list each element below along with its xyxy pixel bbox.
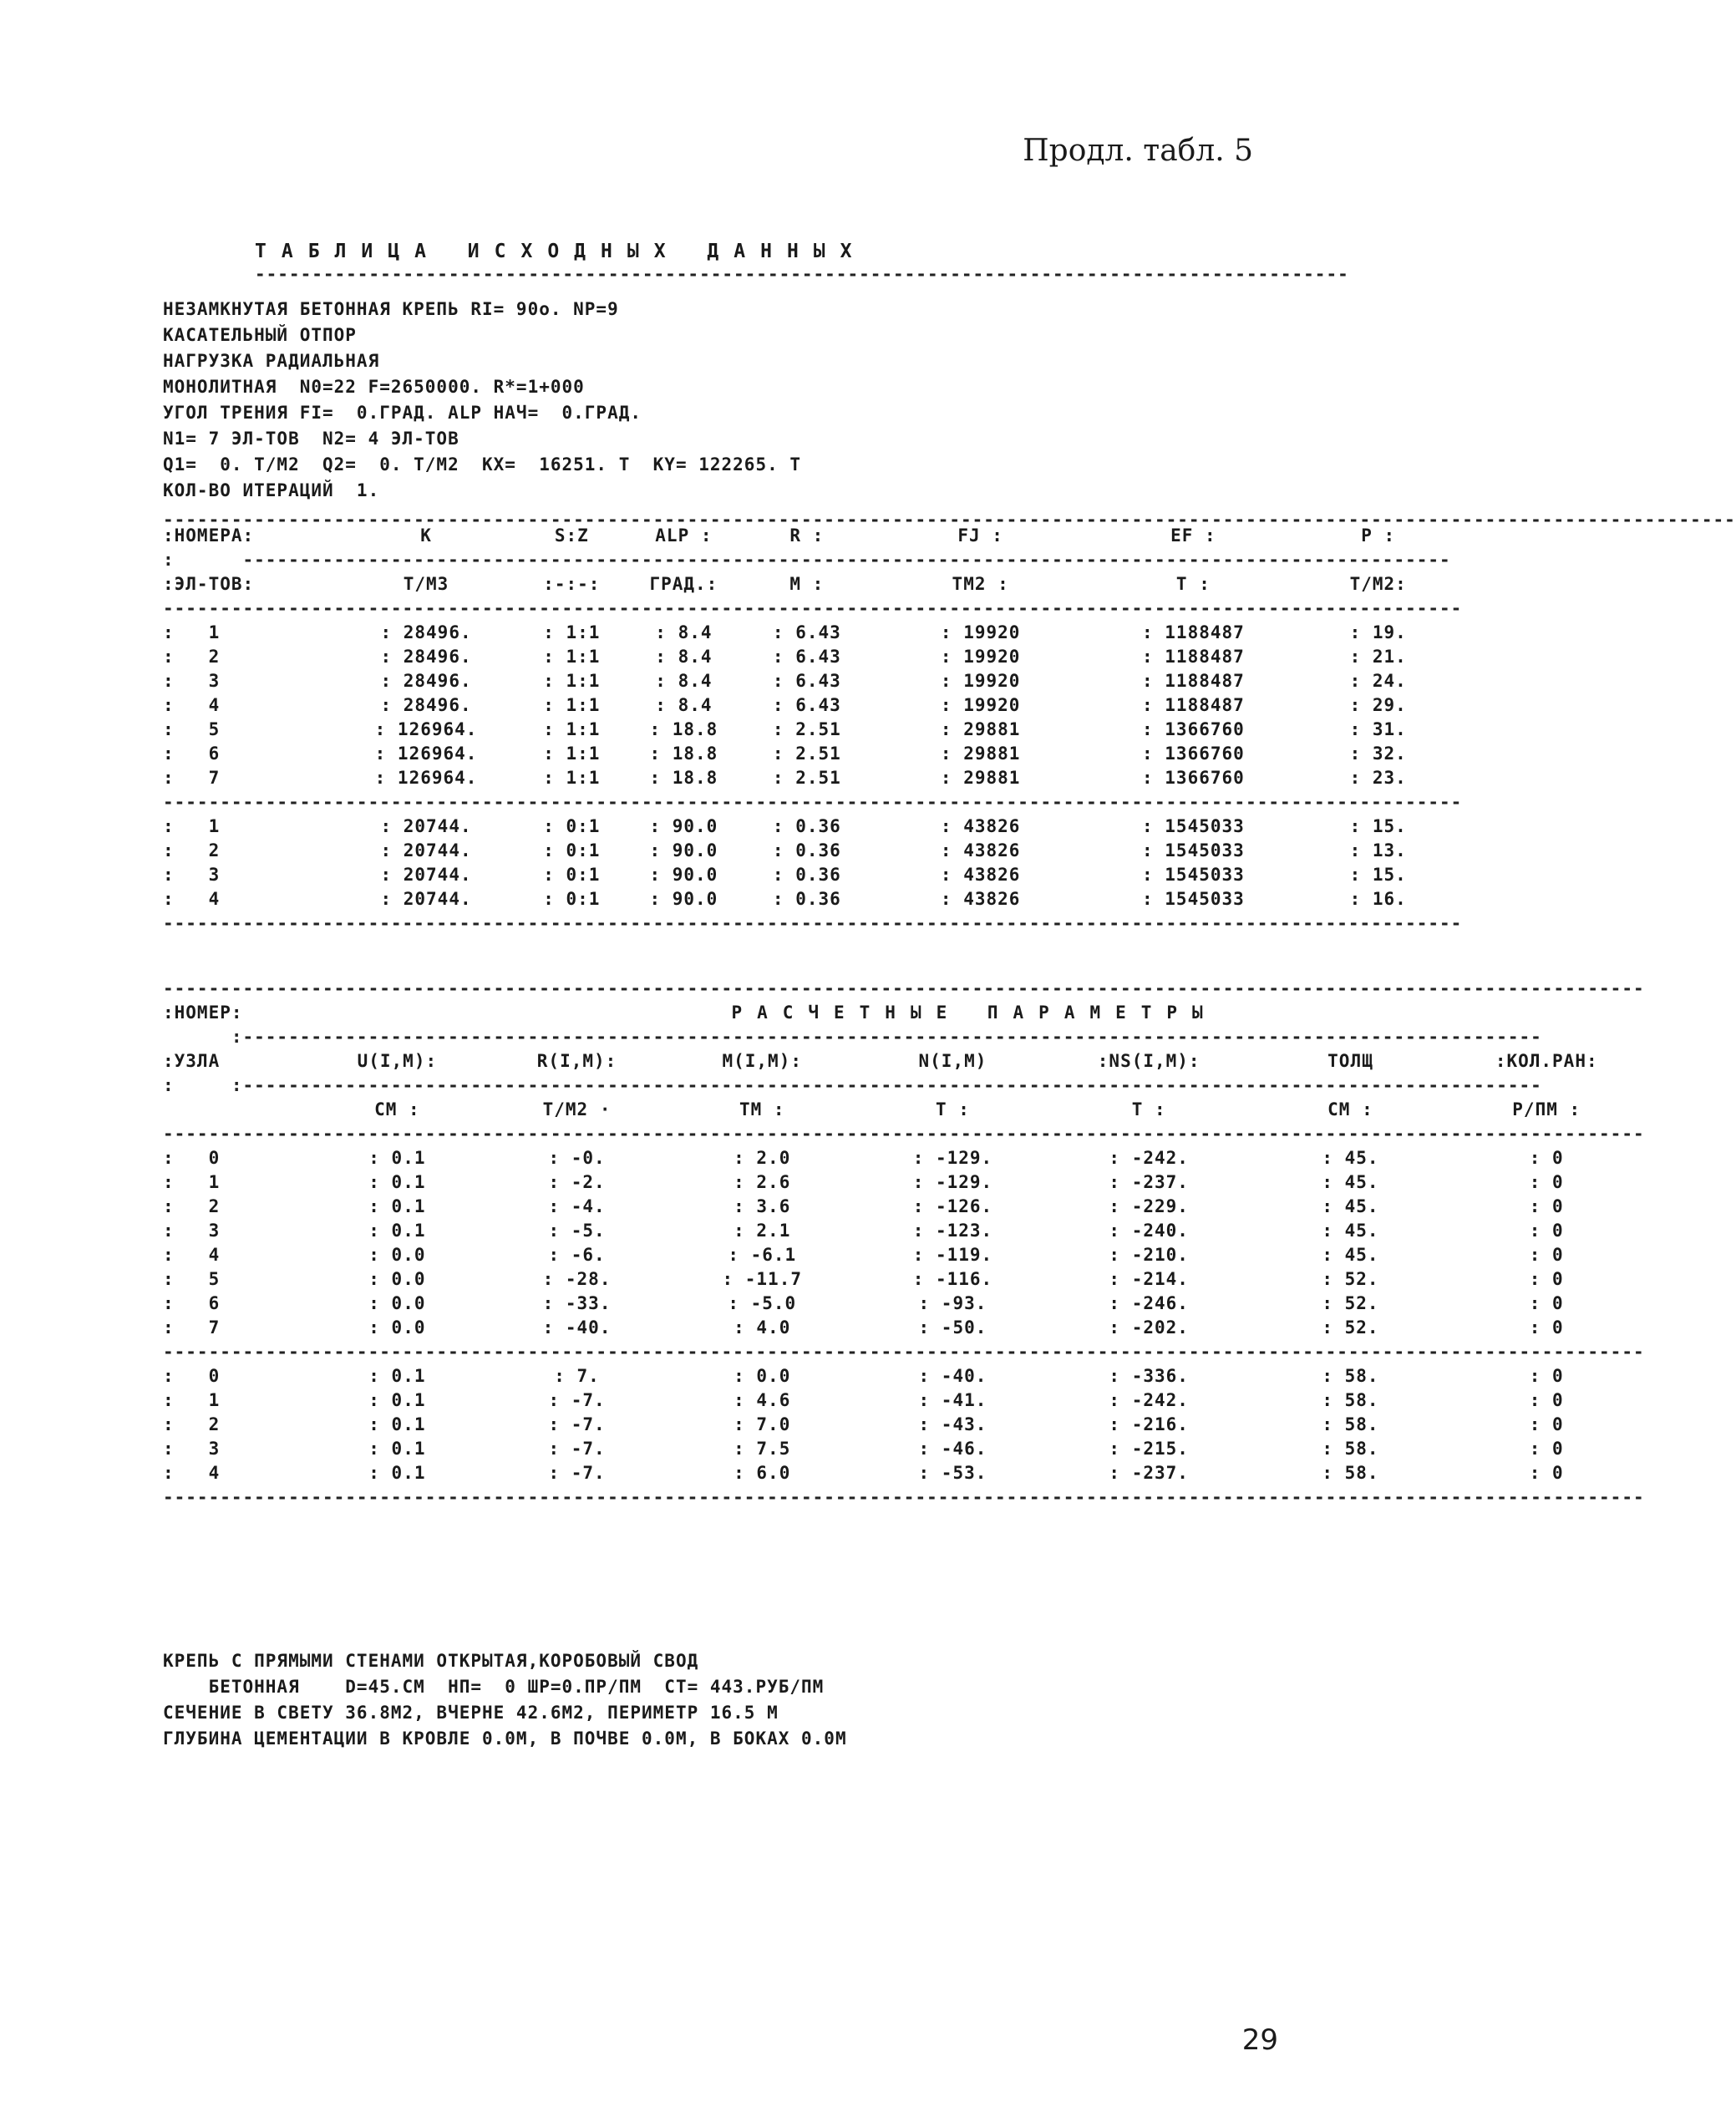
table-cell: : -215. (1109, 1438, 1189, 1459)
table-cell: : 90.0 (649, 888, 718, 909)
table-row (163, 814, 1462, 838)
table-cell: : -53. (918, 1462, 987, 1483)
table-cell: : 43826 (940, 888, 1021, 909)
continuation-header: Продл. табл. 5 (1023, 134, 1253, 168)
table-cell: : 4 (163, 694, 221, 715)
table-cell: : 1:1 (543, 670, 601, 691)
col-header: FJ : (957, 525, 1003, 546)
table-row (163, 862, 1462, 886)
table-cell: : 28496. (380, 646, 472, 667)
input-line: НЕЗАМКНУТАЯ БЕТОННАЯ КРЕПЬ RI= 90о. NP=9 (163, 299, 619, 319)
table-cell: : 45. (1322, 1171, 1379, 1192)
table-rule: ------------------------------------------------------------------------------------------------------------------------------------------ (163, 510, 1736, 530)
table-cell: : 0.1 (368, 1462, 426, 1483)
table-cell: : 0.36 (772, 840, 841, 860)
col-header: ТМ : (739, 1099, 785, 1119)
col-header: Т/М2: (1349, 573, 1407, 594)
table-cell: : 24. (1349, 670, 1407, 691)
table-cell: : 21. (1349, 646, 1407, 667)
table-cell: : 1366760 (1142, 743, 1245, 764)
table-cell: : 3.6 (733, 1196, 791, 1216)
table-cell: : 4 (163, 888, 221, 909)
table-cell: : -229. (1109, 1196, 1189, 1216)
table-cell: : -5. (548, 1220, 606, 1241)
table-row (163, 1315, 1645, 1339)
table-cell: : -246. (1109, 1292, 1189, 1313)
table-cell: : 0.1 (368, 1438, 426, 1459)
table-cell: : 4 (163, 1462, 221, 1483)
footer-line: ГЛУБИНА ЦЕМЕНТАЦИИ В КРОВЛЕ 0.0М, В ПОЧВЕ 0.0М, В БОКАХ 0.0М (163, 1729, 847, 1749)
table-cell: : 6 (163, 743, 221, 764)
col-header: S:Z (554, 525, 589, 546)
col-header: СМ : (374, 1099, 420, 1119)
table-cell: : 0.1 (368, 1414, 426, 1434)
table-cell: : 7.5 (733, 1438, 791, 1459)
table-cell: : -7. (548, 1438, 606, 1459)
table-cell: : -242. (1109, 1147, 1189, 1168)
table-cell: : 2 (163, 646, 221, 667)
table-cell: : 0.36 (772, 864, 841, 885)
table-cell: : 52. (1322, 1268, 1379, 1289)
results-table: ---------------------------------------------------------------------------------------------------------------------------------- :НОМЕР: РАСЧЕТНЫЕ ПАРАМЕТРЫ :------------------------------------------------------------------------------------------------------------------ :УЗЛА U(I,M): R(I,M): M(I,M): N(I,M) :NS(I,M): ТОЛЩ :КОЛ.РАН: : :------------------------------------------------------------------------------------------------------------------ СМ : Т/М2 · ТМ : Т : Т : СМ : Р/ПМ : ---------------------------------------------------------------------------------------------------------------------------------- : 0 : 0.1 : -0. : 2.0 : -129. : -242. : 45. : 0 : 1 : 0.1 : -2. : 2.6 : -129. : -237. : 45. : 0 : 2 : 0.1 : -4. : 3.6 : -126. : -229. : 45. : 0 : 3 : 0.1 : -5. : 2.1 : -123. : -240. : 45. : 0 : 4 : 0.0 : -6. : -6.1 : -119. : -210. : 45. : 0 : 5 : 0.0 : -28. : -11.7 : -116. : -214. : 52. : 0 : 6 : 0.0 : -33. : -5.0 : -93. : -246. : 52. : 0 : 7 : 0.0 : -40. : 4.0 : -50. : -202. : 52. : 0 ---------------------------------------------------------------------------------------------------------------------------------- : 0 : 0.1 : 7. : 0.0 : -40. : -336. : 58. : 0 : 1 : 0.1 : -7. : 4.6 : -41. : -242. : 58. : 0 : 2 : 0.1 : -7. : 7.0 : -43. : -216. : 58. : 0 : 3 : 0.1 : -7. : 7.5 : -46. : -215. : 58. : 0 : 4 : 0.1 : -7. : 6.0 : -53. : -237. : 58. : 0 ---------------------------------------------------------------------------------------------------------------------------------- (163, 977, 1645, 1507)
table-cell: : 1545033 (1142, 888, 1245, 909)
table-cell: : 0 (1529, 1438, 1564, 1459)
table-cell: : 1:1 (543, 767, 601, 788)
col-header: Р/ПМ : (1512, 1099, 1581, 1119)
table-row (163, 668, 1462, 693)
table-cell: : 0:1 (543, 815, 601, 836)
table-cell: : 0:1 (543, 864, 601, 885)
table-cell: : 8.4 (655, 670, 713, 691)
table-cell: : 2.0 (733, 1147, 791, 1168)
table-cell: : -43. (918, 1414, 987, 1434)
table-row (163, 1218, 1645, 1242)
table-row (163, 1436, 1645, 1460)
col-header: :-:-: (543, 573, 601, 594)
input-line: КАСАТЕЛЬНЫЙ ОТПОР (163, 325, 357, 345)
table-cell: : 1188487 (1142, 694, 1245, 715)
table-cell: : 28496. (380, 670, 472, 691)
table-cell: : 0.0 (733, 1365, 791, 1386)
col-header: EF : (1170, 525, 1216, 546)
table-cell: : 18.8 (649, 718, 718, 739)
col-header: ГРАД.: (649, 573, 718, 594)
table-cell: : 0.1 (368, 1365, 426, 1386)
table-cell: : 4.6 (733, 1389, 791, 1410)
table-cell: : -336. (1109, 1365, 1189, 1386)
table-cell: : 0.1 (368, 1171, 426, 1192)
table-cell: : 1366760 (1142, 718, 1245, 739)
table-row (163, 1145, 1645, 1170)
table-cell: : -11.7 (722, 1268, 802, 1289)
table-cell: : 58. (1322, 1462, 1379, 1483)
table-cell: : 0:1 (543, 840, 601, 860)
table-cell: : 0.36 (772, 815, 841, 836)
table-cell: : -4. (548, 1196, 606, 1216)
table-row (163, 1291, 1645, 1315)
table-cell: : 29. (1349, 694, 1407, 715)
table-row (163, 765, 1462, 789)
table-cell: : 0 (1529, 1462, 1564, 1483)
table-cell: : 1:1 (543, 646, 601, 667)
results-header-row (163, 1097, 1645, 1121)
table-cell: : 19920 (940, 622, 1021, 642)
table-cell: : 43826 (940, 840, 1021, 860)
table-row (163, 1388, 1645, 1412)
input-line: N1= 7 ЭЛ-ТОВ N2= 4 ЭЛ-ТОВ (163, 429, 459, 449)
elements-group-1 (163, 620, 1462, 789)
table-cell: : 2.1 (733, 1220, 791, 1241)
col-header: R : (789, 525, 825, 546)
table-cell: : 58. (1322, 1414, 1379, 1434)
table-cell: : 1188487 (1142, 670, 1245, 691)
table-row (163, 644, 1462, 668)
col-header: Т/М3 (403, 573, 449, 594)
table-cell: : 0.36 (772, 888, 841, 909)
table-cell: : -93. (918, 1292, 987, 1313)
table-cell: : 0 (1529, 1317, 1564, 1338)
table-cell: : -50. (918, 1317, 987, 1338)
table-cell: : 2 (163, 1196, 221, 1216)
table-cell: : 3 (163, 1220, 221, 1241)
input-line: НАГРУЗКА РАДИАЛЬНАЯ (163, 351, 380, 371)
elements-group-2 (163, 814, 1462, 911)
table-cell: : 1188487 (1142, 646, 1245, 667)
table-cell: : -237. (1109, 1462, 1189, 1483)
table-cell: : 32. (1349, 743, 1407, 764)
table-cell: : 45. (1322, 1147, 1379, 1168)
table-cell: : 52. (1322, 1292, 1379, 1313)
table-cell: : 0.1 (368, 1196, 426, 1216)
table-row (163, 838, 1462, 862)
table-cell: : -116. (912, 1268, 993, 1289)
table-row (163, 1363, 1645, 1388)
table-cell: : 13. (1349, 840, 1407, 860)
input-line: Q1= 0. Т/М2 Q2= 0. Т/М2 KX= 16251. Т KY= 122265. Т (163, 454, 802, 475)
table-cell: : 126964. (374, 718, 478, 739)
col-header: :NS(I,M): (1097, 1050, 1200, 1071)
table-cell: : 0:1 (543, 888, 601, 909)
table-cell: : 23. (1349, 767, 1407, 788)
table-cell: : 0 (1529, 1220, 1564, 1241)
table-cell: : 0 (1529, 1147, 1564, 1168)
table-cell: : -7. (548, 1462, 606, 1483)
table-cell: : -6. (548, 1244, 606, 1265)
table-cell: : -40. (542, 1317, 612, 1338)
table-cell: : 4.0 (733, 1317, 791, 1338)
table-cell: : 6.43 (772, 670, 841, 691)
col-header: М : (789, 573, 825, 594)
table-cell: : -119. (912, 1244, 993, 1265)
table-cell: : 58. (1322, 1389, 1379, 1410)
table-cell: : 1545033 (1142, 815, 1245, 836)
table-cell: : 7.0 (733, 1414, 791, 1434)
table-cell: : 6 (163, 1292, 221, 1313)
table-cell: : 0 (1529, 1414, 1564, 1434)
results-title: РАСЧЕТНЫЕ ПАРАМЕТРЫ (731, 1002, 1218, 1023)
table-cell: : -237. (1109, 1171, 1189, 1192)
footer-line: КРЕПЬ С ПРЯМЫМИ СТЕНАМИ ОТКРЫТАЯ,КОРОБОВЫЙ СВОД (163, 1651, 699, 1671)
table-cell: : 19920 (940, 694, 1021, 715)
table-cell: : 20744. (380, 888, 472, 909)
col-header: M(I,M): (722, 1050, 802, 1071)
table-row (163, 741, 1462, 765)
col-header: СМ : (1327, 1099, 1373, 1119)
table-cell: : -216. (1109, 1414, 1189, 1434)
table-cell: : 29881 (940, 767, 1021, 788)
table-cell: : 90.0 (649, 815, 718, 836)
table-cell: : -6.1 (728, 1244, 797, 1265)
table-cell: : 58. (1322, 1438, 1379, 1459)
table-cell: : 90.0 (649, 840, 718, 860)
table-cell: : 126964. (374, 767, 478, 788)
results-header-row (163, 1000, 1645, 1024)
table-cell: : 29881 (940, 743, 1021, 764)
table-cell: : 0 (1529, 1268, 1564, 1289)
table-cell: : -214. (1109, 1268, 1189, 1289)
table-cell: : 1:1 (543, 694, 601, 715)
table-cell: : 8.4 (655, 694, 713, 715)
table-cell: : 6.0 (733, 1462, 791, 1483)
table-cell: : 5 (163, 718, 221, 739)
col-header: :КОЛ.РАН: (1495, 1050, 1598, 1071)
table-cell: : -129. (912, 1171, 993, 1192)
table-cell: : 1:1 (543, 743, 601, 764)
table-cell: : 1:1 (543, 718, 601, 739)
table-cell: : 6.43 (772, 646, 841, 667)
table-row (163, 1242, 1645, 1267)
col-header: ALP : (655, 525, 713, 546)
col-header: Т : (1175, 573, 1211, 594)
table-cell: : 1 (163, 1171, 221, 1192)
table-row (163, 1412, 1645, 1436)
table-cell: : 1545033 (1142, 840, 1245, 860)
col-header: :НОМЕР: (163, 1002, 243, 1023)
col-header: ТОЛЩ (1327, 1050, 1373, 1071)
table-cell: : 20744. (380, 840, 472, 860)
table-cell: : -33. (542, 1292, 612, 1313)
table-row (163, 886, 1462, 911)
table-cell: : 0 (1529, 1244, 1564, 1265)
table-cell: : 8.4 (655, 622, 713, 642)
table-cell: : 58. (1322, 1365, 1379, 1386)
table-cell: : -46. (918, 1438, 987, 1459)
table-cell: : 3 (163, 1438, 221, 1459)
table-cell: : 20744. (380, 815, 472, 836)
table-cell: : 1:1 (543, 622, 601, 642)
table-cell: : 52. (1322, 1317, 1379, 1338)
printout-title: ТАБЛИЦА ИСХОДНЫХ ДАННЫХ (255, 241, 867, 262)
table-cell: : 0 (1529, 1171, 1564, 1192)
table-cell: : 0 (163, 1147, 221, 1168)
col-header: R(I,M): (536, 1050, 617, 1071)
table-cell: : -2. (548, 1171, 606, 1192)
table-cell: : 45. (1322, 1244, 1379, 1265)
col-header: :НОМЕРА: (163, 525, 255, 546)
table-row (163, 1460, 1645, 1485)
table-cell: : 1366760 (1142, 767, 1245, 788)
table-cell: : 126964. (374, 743, 478, 764)
table-cell: : 3 (163, 670, 221, 691)
results-group-2 (163, 1363, 1645, 1485)
elements-table: :НОМЕРА: K S:Z ALP : R : FJ : EF : P : : ---------------------------------------------------------------------------------------------------------- :ЭЛ-ТОВ: Т/М3 :-:-: ГРАД.: М : ТМ2 : Т : Т/М2: ------------------------------------------------------------------------------------------------------------------ : 1 : 28496. : 1:1 : 8.4 : 6.43 : 19920 : 1188487 : 19. : 2 : 28496. : 1:1 : 8.4 : 6.43 : 19920 : 1188487 : 21. : 3 : 28496. : 1:1 : 8.4 : 6.43 : 19920 : 1188487 : 24. : 4 : 28496. : 1:1 : 8.4 : 6.43 : 19920 : 1188487 : 29. : 5 : 126964. : 1:1 : 18.8 : 2.51 : 29881 : 1366760 : 31. : 6 : 126964. : 1:1 : 18.8 : 2.51 : 29881 : 1366760 : 32. : 7 : 126964. : 1:1 : 18.8 : 2.51 : 29881 : 1366760 : 23. ------------------------------------------------------------------------------------------------------------------ : 1 : 20744. : 0:1 : 90.0 : 0.36 : 43826 : 1545033 : 15. : 2 : 20744. : 0:1 : 90.0 : 0.36 : 43826 : 1545033 : 13. : 3 : 20744. : 0:1 : 90.0 : 0.36 : 43826 : 1545033 : 15. : 4 : 20744. : 0:1 : 90.0 : 0.36 : 43826 : 1545033 : 16. ------------------------------------------------------------------------------------------------------------------ (163, 523, 1462, 935)
col-header: Т : (1131, 1099, 1166, 1119)
table-cell: : 0.0 (368, 1244, 426, 1265)
col-header: P : (1361, 525, 1396, 546)
table-cell: : 16. (1349, 888, 1407, 909)
table-cell: : 2 (163, 840, 221, 860)
table-cell: : 7 (163, 767, 221, 788)
table-row (163, 1194, 1645, 1218)
table-cell: : 2.6 (733, 1171, 791, 1192)
table-cell: : -41. (918, 1389, 987, 1410)
footer-line: СЕЧЕНИЕ В СВЕТУ 36.8М2, ВЧЕРНЕ 42.6М2, ПЕРИМЕТР 16.5 М (163, 1703, 779, 1723)
table-cell: : 6.43 (772, 694, 841, 715)
table-row (163, 693, 1462, 717)
table-cell: : 8.4 (655, 646, 713, 667)
table-cell: : 19920 (940, 646, 1021, 667)
input-line: КОЛ-ВО ИТЕРАЦИЙ 1. (163, 480, 380, 500)
table-cell: : 43826 (940, 864, 1021, 885)
col-header: N(I,M) (918, 1050, 987, 1071)
col-header: :УЗЛА (163, 1050, 221, 1071)
table-cell: : 0.0 (368, 1292, 426, 1313)
table-cell: : -40. (918, 1365, 987, 1386)
table-cell: : 1545033 (1142, 864, 1245, 885)
table-cell: : 2.51 (772, 767, 841, 788)
input-line: УГОЛ ТРЕНИЯ FI= 0.ГРАД. ALP НАЧ= 0.ГРАД. (163, 403, 642, 423)
col-header: Т/М2 · (542, 1099, 612, 1119)
table-cell: : 5 (163, 1268, 221, 1289)
table-cell: : 1 (163, 1389, 221, 1410)
table-cell: : -5.0 (728, 1292, 797, 1313)
table-cell: : 19920 (940, 670, 1021, 691)
table-cell: : 31. (1349, 718, 1407, 739)
table-cell: : -126. (912, 1196, 993, 1216)
table-cell: : 28496. (380, 622, 472, 642)
table-cell: : 7. (554, 1365, 600, 1386)
elements-header-row (163, 571, 1462, 596)
title-underline: ------------------------------------------------------------------------------------------------ (255, 264, 1349, 284)
table-cell: : -0. (548, 1147, 606, 1168)
table-cell: : 0.0 (368, 1268, 426, 1289)
table-cell: : 0 (1529, 1196, 1564, 1216)
table-cell: : 45. (1322, 1196, 1379, 1216)
table-cell: : 18.8 (649, 743, 718, 764)
table-cell: : 7 (163, 1317, 221, 1338)
table-row (163, 1170, 1645, 1194)
table-cell: : -242. (1109, 1389, 1189, 1410)
table-cell: : 0 (1529, 1365, 1564, 1386)
table-cell: : -210. (1109, 1244, 1189, 1265)
table-cell: : 43826 (940, 815, 1021, 836)
table-cell: : -7. (548, 1389, 606, 1410)
input-line: МОНОЛИТНАЯ N0=22 F=2650000. R*=1+000 (163, 377, 585, 397)
table-cell: : 1188487 (1142, 622, 1245, 642)
table-cell: : -123. (912, 1220, 993, 1241)
col-header: U(I,M): (357, 1050, 438, 1071)
col-header: ТМ2 : (952, 573, 1009, 594)
elements-header-row (163, 523, 1462, 547)
table-cell: : 0 (163, 1365, 221, 1386)
table-cell: : 0.1 (368, 1220, 426, 1241)
table-cell: : -28. (542, 1268, 612, 1289)
table-cell: : 19. (1349, 622, 1407, 642)
col-header: :ЭЛ-ТОВ: (163, 573, 255, 594)
table-cell: : 1 (163, 815, 221, 836)
table-cell: : 18.8 (649, 767, 718, 788)
table-cell: : 0.1 (368, 1389, 426, 1410)
table-cell: : 2.51 (772, 743, 841, 764)
table-cell: : -202. (1109, 1317, 1189, 1338)
table-cell: : 0 (1529, 1292, 1564, 1313)
footer-line: БЕТОННАЯ D=45.СМ НП= 0 ШР=0.ПР/ПМ СТ= 443.РУБ/ПМ (163, 1677, 825, 1697)
table-cell: : 15. (1349, 864, 1407, 885)
table-row (163, 620, 1462, 644)
col-header: K (420, 525, 432, 546)
table-cell: : 20744. (380, 864, 472, 885)
table-cell: : 29881 (940, 718, 1021, 739)
table-cell: : 6.43 (772, 622, 841, 642)
table-cell: : 0.1 (368, 1147, 426, 1168)
table-cell: : -129. (912, 1147, 993, 1168)
table-cell: : 3 (163, 864, 221, 885)
table-cell: : 2.51 (772, 718, 841, 739)
table-cell: : 0.0 (368, 1317, 426, 1338)
table-cell: : 0 (1529, 1389, 1564, 1410)
col-header: Т : (935, 1099, 970, 1119)
table-cell: : 15. (1349, 815, 1407, 836)
results-header-row (163, 1048, 1645, 1073)
col-header (163, 1097, 305, 1121)
table-cell: : -7. (548, 1414, 606, 1434)
page-number: 29 (1241, 2023, 1278, 2057)
table-cell: : 1 (163, 622, 221, 642)
table-cell: : 28496. (380, 694, 472, 715)
table-row (163, 1267, 1645, 1291)
table-row (163, 717, 1462, 741)
results-group-1 (163, 1145, 1645, 1339)
table-cell: : 90.0 (649, 864, 718, 885)
table-cell: : 4 (163, 1244, 221, 1265)
table-cell: : 45. (1322, 1220, 1379, 1241)
table-cell: : 2 (163, 1414, 221, 1434)
table-cell: : -240. (1109, 1220, 1189, 1241)
